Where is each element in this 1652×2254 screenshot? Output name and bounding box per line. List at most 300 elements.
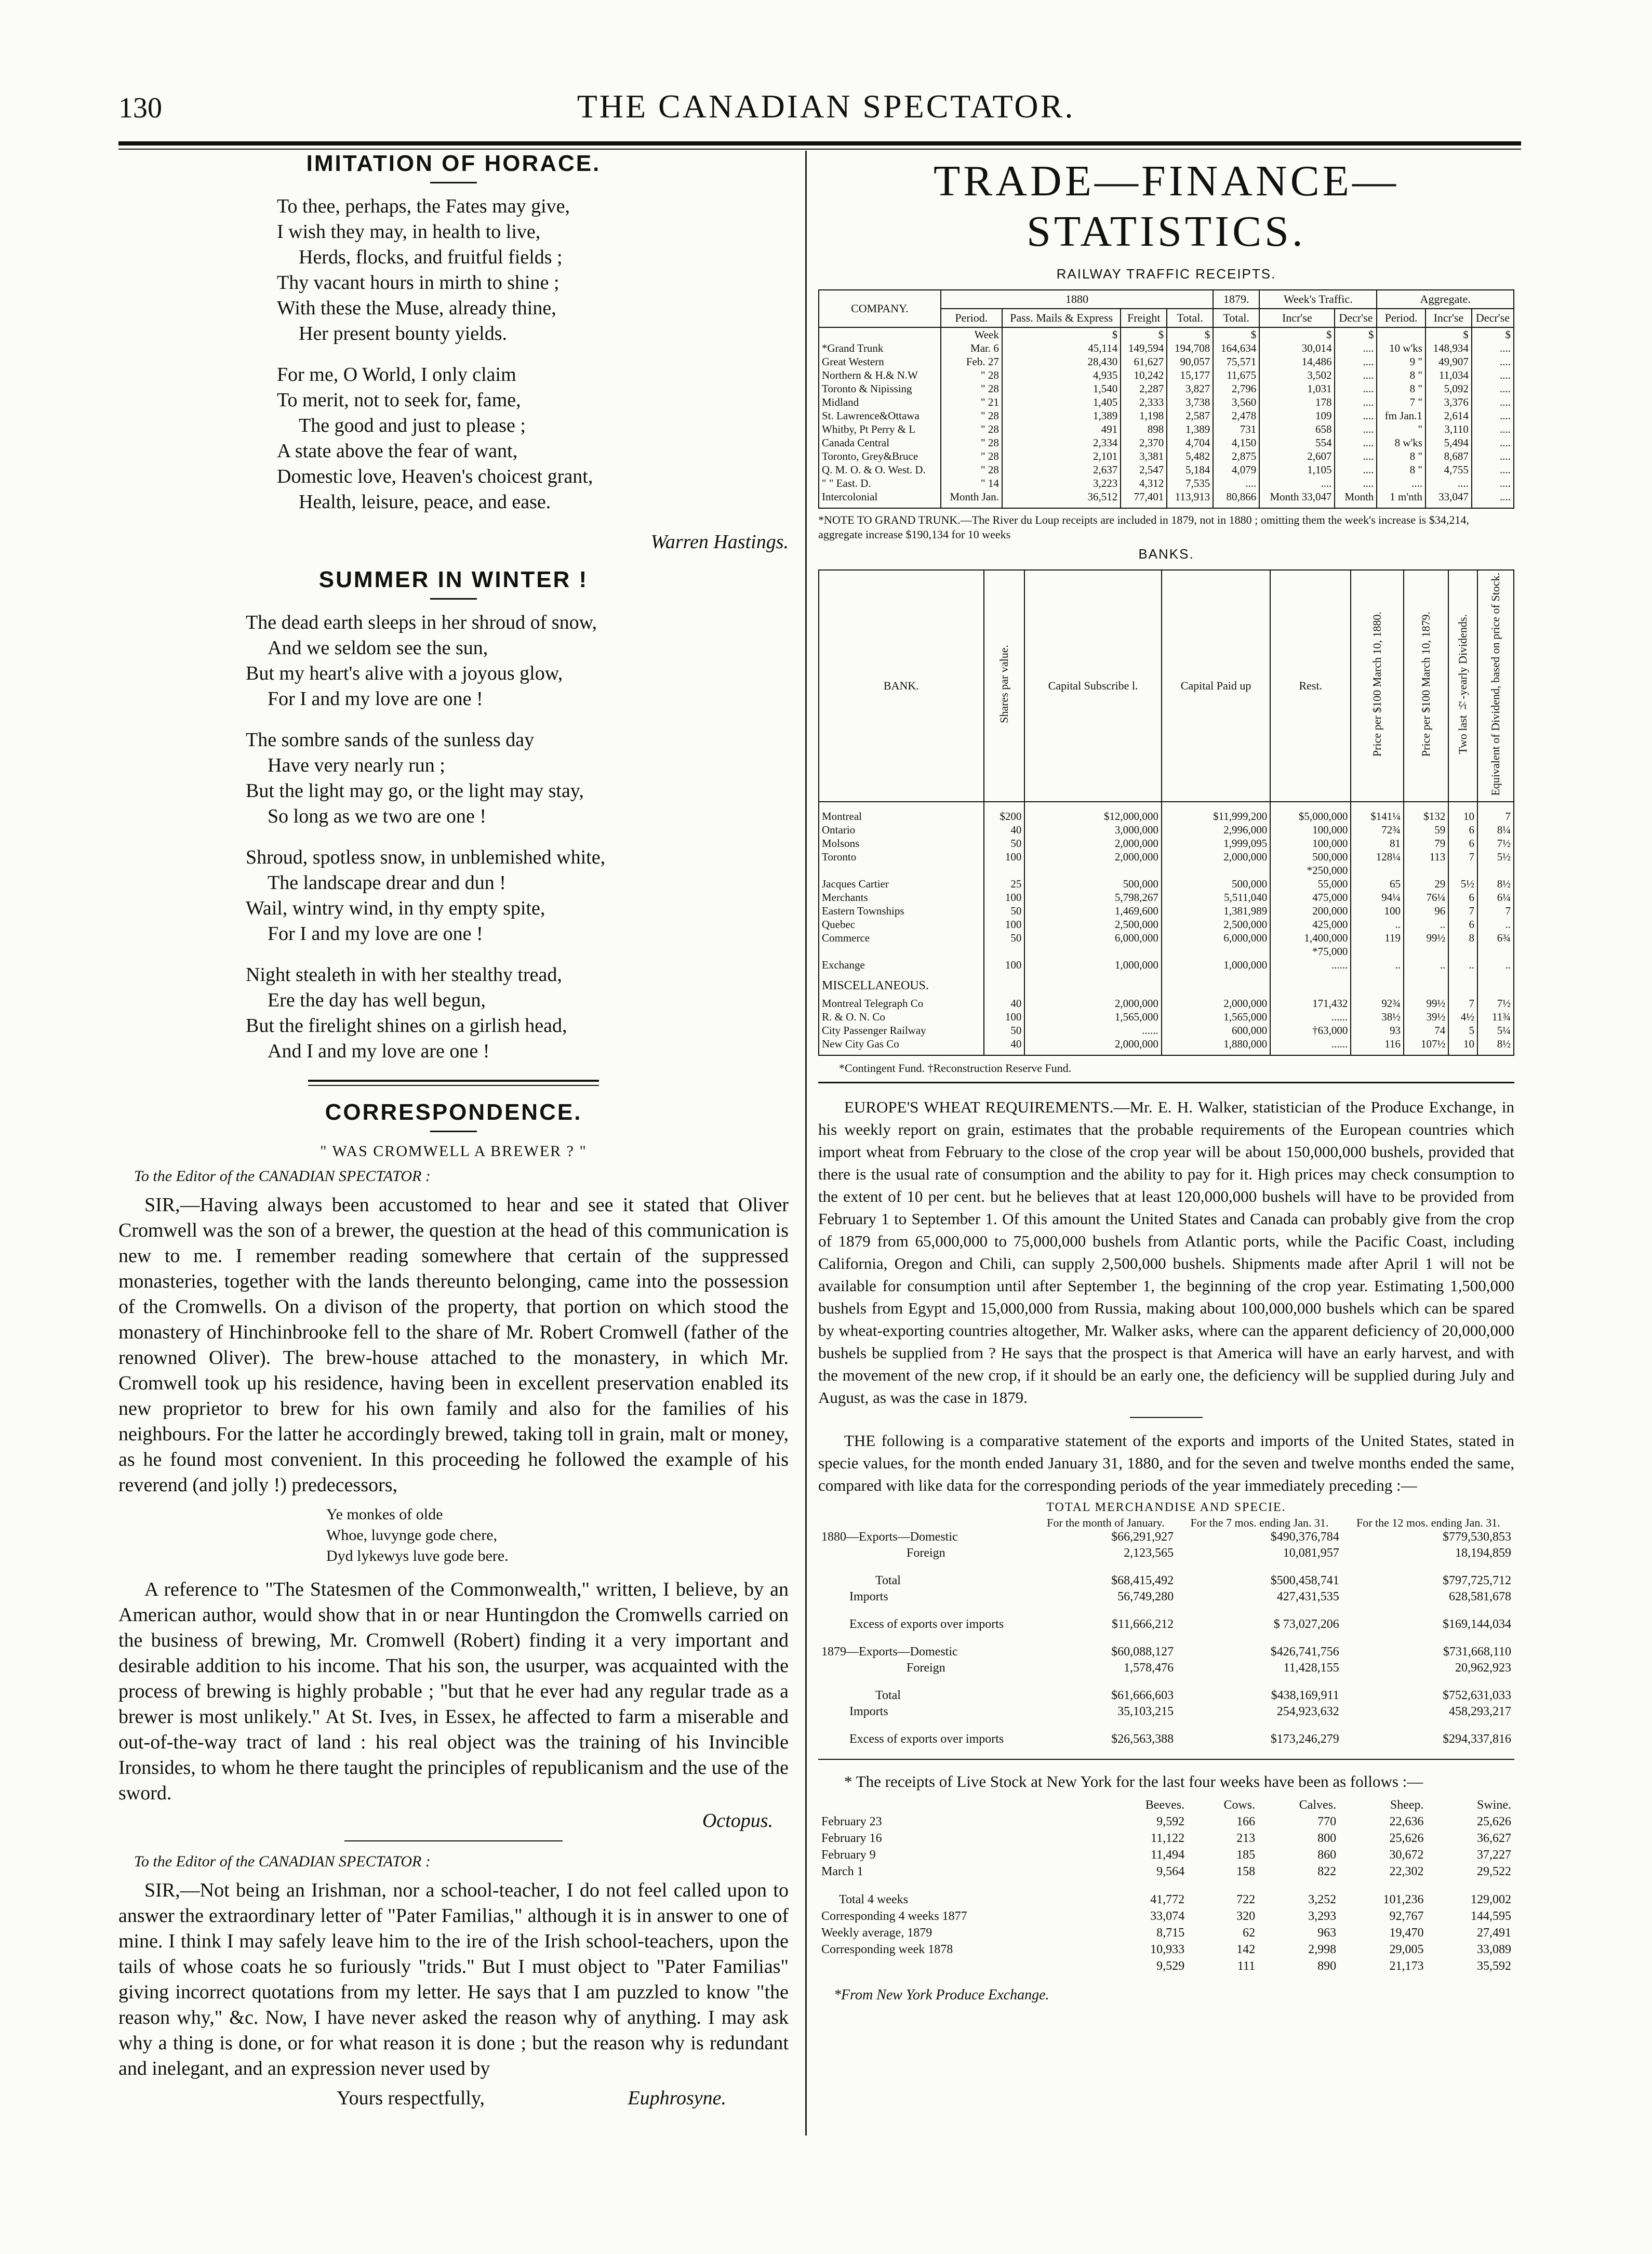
title-rule xyxy=(430,598,477,600)
bank-cell: 5,511,040 xyxy=(1162,891,1270,904)
letter1-signature: Octopus. xyxy=(702,1810,773,1832)
railway-cell: 2,637 xyxy=(1002,463,1121,476)
railway-cell: .... xyxy=(1335,463,1377,476)
exports-cell: $ 73,027,206 xyxy=(1273,1617,1339,1631)
railway-cell: fm Jan.1 xyxy=(1377,409,1425,422)
livestock-cell: 30,672 xyxy=(1389,1848,1424,1862)
bank-header-label: Two last ½-yearly Dividends. xyxy=(1456,614,1470,754)
bank-cell xyxy=(1024,945,1162,958)
bank-cell: 72¾ xyxy=(1351,823,1404,837)
bank-cell: 6 xyxy=(1448,823,1477,837)
poem-line: Wail, wintry wind, in thy empty spite, xyxy=(246,897,545,919)
misc-cell: ...... xyxy=(1270,1037,1351,1055)
exports-cell: $500,458,741 xyxy=(1270,1573,1339,1587)
bank-cell xyxy=(1477,864,1514,877)
misc-cell: 4½ xyxy=(1448,1010,1477,1024)
railway-cell: Month Jan. xyxy=(941,490,1002,508)
bank-row xyxy=(819,837,1514,850)
exports-col-header: For the 12 mos. ending Jan. 31. xyxy=(1356,1516,1500,1529)
bank-cell xyxy=(1351,945,1404,958)
bank-cell: *250,000 xyxy=(1270,864,1351,877)
railway-row xyxy=(819,409,1514,422)
bank-cell: .. xyxy=(1404,918,1448,931)
bank-cell: 81 xyxy=(1351,837,1404,850)
livestock-cell: 41,772 xyxy=(1150,1892,1185,1906)
bank-cell xyxy=(1024,864,1162,877)
exports-cell: $169,144,034 xyxy=(1443,1617,1511,1631)
railway-cell: 1,389 xyxy=(1167,422,1213,436)
railway-cell: 3,738 xyxy=(1167,395,1213,409)
railway-cell: Northern & H.& N.W xyxy=(819,368,941,382)
railway-cell: Toronto & Nipissing xyxy=(819,382,941,395)
bank-cell: 6¼ xyxy=(1477,891,1514,904)
bank-cell: Molsons xyxy=(819,837,984,850)
poem2-body xyxy=(246,610,789,1064)
livestock-cell xyxy=(818,1958,1103,1974)
bank-cell: 5½ xyxy=(1477,850,1514,864)
bank-cell: 6 xyxy=(1448,837,1477,850)
railway-cell: 14,486 xyxy=(1259,355,1335,368)
livestock-row xyxy=(818,1925,1514,1941)
bank-cell: Commerce xyxy=(819,931,984,945)
page-number: 130 xyxy=(118,92,162,124)
misc-cell: Montreal Telegraph Co xyxy=(819,997,984,1010)
misc-cell: New City Gas Co xyxy=(819,1037,984,1055)
stanza xyxy=(246,727,789,829)
railway-cell: 7,535 xyxy=(1167,476,1213,490)
bank-cell: *75,000 xyxy=(1270,945,1351,958)
exports-cell: Total xyxy=(875,1688,901,1702)
livestock-cell: 111 xyxy=(1237,1959,1256,1973)
railway-cell: .... xyxy=(1425,476,1472,490)
exports-cell: Imports xyxy=(849,1589,888,1603)
railway-cell: " 28 xyxy=(941,368,1002,382)
stanza xyxy=(277,194,789,347)
poem2-title: SUMMER IN WINTER ! xyxy=(318,567,589,592)
railway-cell: .... xyxy=(1472,449,1514,463)
exports-cell: $779,530,853 xyxy=(1443,1530,1511,1544)
bank-cell: 94¼ xyxy=(1351,891,1404,904)
bank-cell xyxy=(819,864,984,877)
bank-cell: .. xyxy=(1404,958,1448,972)
livestock-row xyxy=(818,1880,1514,1908)
railway-cell: 8 " xyxy=(1377,449,1425,463)
poem-line: A state above the fear of want, xyxy=(277,440,518,462)
livestock-cell: 860 xyxy=(1317,1848,1337,1862)
livestock-cell: Total 4 weeks xyxy=(839,1892,908,1906)
railway-cell: Month xyxy=(1335,490,1377,508)
bank-cell: $5,000,000 xyxy=(1270,810,1351,823)
verse-line: Ye monkes of olde xyxy=(326,1506,443,1523)
poem-line: Health, leisure, peace, and ease. xyxy=(299,491,551,513)
bank-cell xyxy=(1162,864,1270,877)
railway-cell: 2,370 xyxy=(1121,436,1167,449)
bank-cell: Toronto xyxy=(819,850,984,864)
bank-cell: 1,000,000 xyxy=(1024,958,1162,972)
bank-cell: 1,000,000 xyxy=(1162,958,1270,972)
railway-row xyxy=(819,449,1514,463)
bank-cell xyxy=(1404,945,1448,958)
exports-cell: Total xyxy=(875,1573,901,1587)
exports-intro-text: following is a comparative statement of the exports and imports of the United States, stated in specie values, for the month ended January 31, 1880, and for the seven and twelve months ended the same, compared with like data for the corresponding periods of the year immediately preceding :— xyxy=(818,1431,1515,1494)
bank-cell: 2,500,000 xyxy=(1162,918,1270,931)
bank-row xyxy=(819,904,1514,918)
livestock-cell: 25,626 xyxy=(1477,1814,1511,1828)
misc-cell: 11¾ xyxy=(1477,1010,1514,1024)
livestock-cell: 29,522 xyxy=(1477,1864,1511,1878)
livestock-cell: Weekly average, 1879 xyxy=(821,1926,932,1940)
railway-cell: .... xyxy=(1472,395,1514,409)
railway-cell: 1,540 xyxy=(1002,382,1121,395)
wheat-paragraph xyxy=(818,1096,1514,1409)
bank-cell: 10 xyxy=(1448,810,1477,823)
railway-cell: .... xyxy=(1335,395,1377,409)
misc-cell: 5¼ xyxy=(1477,1024,1514,1037)
railway-cell: .... xyxy=(1259,476,1335,490)
railway-unit: $ xyxy=(1167,327,1213,341)
railway-row xyxy=(819,341,1514,355)
railway-cell: 2,547 xyxy=(1121,463,1167,476)
poem-line: The dead earth sleeps in her shroud of snow, xyxy=(246,612,597,633)
misc-cell: 1,880,000 xyxy=(1162,1037,1270,1055)
bank-cell: .. xyxy=(1477,958,1514,972)
poem-line: With these the Muse, already thine, xyxy=(277,297,556,319)
railway-cell: 77,401 xyxy=(1121,490,1167,508)
livestock-cell: 33,074 xyxy=(1150,1909,1185,1923)
exports-cell: 254,923,632 xyxy=(1276,1704,1339,1718)
railway-row xyxy=(819,395,1514,409)
railway-cell: 1,198 xyxy=(1121,409,1167,422)
livestock-cell: 62 xyxy=(1243,1926,1256,1940)
misc-cell: 107½ xyxy=(1404,1037,1448,1055)
letter2-to-editor: To the Editor of the CANADIAN SPECTATOR : xyxy=(134,1853,431,1870)
bank-cell: 2,996,000 xyxy=(1162,823,1270,837)
railway-cell: 4,755 xyxy=(1425,463,1472,476)
railway-cell: .... xyxy=(1472,422,1514,436)
exports-row xyxy=(818,1589,1514,1605)
poem-line: For I and my love are one ! xyxy=(268,688,483,710)
bank-cell: 40 xyxy=(984,823,1025,837)
livestock-cell: 29,005 xyxy=(1389,1942,1424,1956)
railway-cell: " 28 xyxy=(941,463,1002,476)
livestock-cell: 213 xyxy=(1236,1831,1256,1845)
railway-cell: 3,376 xyxy=(1425,395,1472,409)
exports-cell: $426,741,756 xyxy=(1270,1645,1339,1659)
exports-cell: $66,291,927 xyxy=(1111,1530,1174,1544)
railway-cell: 3,381 xyxy=(1121,449,1167,463)
bank-row xyxy=(819,918,1514,931)
exports-intro-lead: THE xyxy=(844,1431,876,1450)
header-rule-thin xyxy=(118,149,1521,150)
bank-cell: 200,000 xyxy=(1270,904,1351,918)
livestock-cell: 36,627 xyxy=(1477,1831,1511,1845)
railway-header: Period. xyxy=(941,309,1002,327)
railway-cell: 7 " xyxy=(1377,395,1425,409)
livestock-cell: 963 xyxy=(1317,1926,1337,1940)
railway-cell: 75,571 xyxy=(1213,355,1259,368)
bank-cell: .. xyxy=(1477,918,1514,931)
bank-row xyxy=(819,810,1514,823)
bank-cell: 76¼ xyxy=(1404,891,1448,904)
misc-row xyxy=(819,997,1514,1010)
railway-cell: Month 33,047 xyxy=(1259,490,1335,508)
railway-cell: " 28 xyxy=(941,409,1002,422)
masthead: THE CANADIAN SPECTATOR. xyxy=(577,88,1075,125)
poem1-title: IMITATION OF HORACE. xyxy=(306,151,601,176)
banks-rule xyxy=(818,1082,1514,1083)
railway-cell: 5,184 xyxy=(1167,463,1213,476)
bank-cell: 7 xyxy=(1448,904,1477,918)
livestock-cell: Corresponding week 1878 xyxy=(821,1942,953,1956)
misc-cell: 38½ xyxy=(1351,1010,1404,1024)
railway-cell: 28,430 xyxy=(1002,355,1121,368)
bank-cell xyxy=(1477,945,1514,958)
exports-cell: $26,563,388 xyxy=(1111,1732,1174,1746)
railway-cell: .... xyxy=(1472,490,1514,508)
railway-cell: 3,827 xyxy=(1167,382,1213,395)
bank-cell: 59 xyxy=(1404,823,1448,837)
misc-cell: 2,000,000 xyxy=(1024,1037,1162,1055)
bank-cell: 1,999,095 xyxy=(1162,837,1270,850)
misc-cell: 7½ xyxy=(1477,997,1514,1010)
exports-cell: 1879—Exports—Domestic xyxy=(821,1645,958,1659)
railway-cell: 5,092 xyxy=(1425,382,1472,395)
railway-cell: Whitby, Pt Perry & L xyxy=(819,422,941,436)
misc-row xyxy=(819,1037,1514,1055)
livestock-row xyxy=(818,1830,1514,1847)
railway-cell: " xyxy=(1377,422,1425,436)
bank-header xyxy=(1024,570,1162,802)
letter2-closing: Yours respectfully, xyxy=(337,2087,485,2109)
railway-cell: 8,687 xyxy=(1425,449,1472,463)
exports-cell: $61,666,603 xyxy=(1111,1688,1174,1702)
wheat-lead: EUROPE'S WHEAT REQUIREMENTS. xyxy=(844,1097,1114,1116)
bank-cell: 7 xyxy=(1448,850,1477,864)
exports-row xyxy=(818,1633,1514,1660)
railway-cell: St. Lawrence&Ottawa xyxy=(819,409,941,422)
railway-group-1879: 1879. xyxy=(1213,290,1259,309)
exports-intro xyxy=(818,1429,1514,1496)
letter1-to-editor: To the Editor of the CANADIAN SPECTATOR : xyxy=(134,1168,431,1185)
livestock-header: Cows. xyxy=(1223,1798,1256,1812)
railway-group-aggregate: Aggregate. xyxy=(1377,290,1514,309)
exports-row xyxy=(818,1605,1514,1633)
railway-cell: 2,614 xyxy=(1425,409,1472,422)
railway-cell: .... xyxy=(1472,476,1514,490)
exports-cell: $490,376,784 xyxy=(1270,1530,1339,1544)
railway-cell: 45,114 xyxy=(1002,341,1121,355)
railway-title: RAILWAY TRAFFIC RECEIPTS. xyxy=(1056,266,1276,282)
railway-cell: Q. M. O. & O. West. D. xyxy=(819,463,941,476)
railway-unit: $ xyxy=(1002,327,1121,341)
poem-line: I wish they may, in health to live, xyxy=(277,221,541,243)
railway-unit: $ xyxy=(1259,327,1335,341)
livestock-header: Swine. xyxy=(1477,1798,1511,1812)
railway-cell: 2,333 xyxy=(1121,395,1167,409)
railway-header: Decr'se xyxy=(1472,309,1514,327)
stanza xyxy=(246,610,789,712)
railway-cell: *Grand Trunk xyxy=(819,341,941,355)
railway-cell: 194,708 xyxy=(1167,341,1213,355)
railway-row xyxy=(819,476,1514,490)
misc-cell: 2,000,000 xyxy=(1162,997,1270,1010)
railway-cell: " 28 xyxy=(941,382,1002,395)
livestock-header: Sheep. xyxy=(1390,1798,1424,1812)
misc-cell: †63,000 xyxy=(1270,1024,1351,1037)
railway-cell: .... xyxy=(1472,368,1514,382)
railway-cell: 36,512 xyxy=(1002,490,1121,508)
misc-cell: 93 xyxy=(1351,1024,1404,1037)
bank-cell: 500,000 xyxy=(1162,877,1270,891)
railway-cell: .... xyxy=(1472,409,1514,422)
railway-cell: 4,079 xyxy=(1213,463,1259,476)
bank-cell: .. xyxy=(1351,918,1404,931)
railway-cell: 5,482 xyxy=(1167,449,1213,463)
bank-cell: 29 xyxy=(1404,877,1448,891)
livestock-cell: February 9 xyxy=(821,1848,876,1862)
railway-cell: 11,675 xyxy=(1213,368,1259,382)
wheat-rule xyxy=(1130,1417,1203,1418)
misc-cell: 5 xyxy=(1448,1024,1477,1037)
railway-unit xyxy=(1377,327,1425,341)
left-column xyxy=(118,151,789,2110)
livestock-row xyxy=(818,1863,1514,1880)
railway-header: Freight xyxy=(1121,309,1167,327)
exports-cell: 11,428,155 xyxy=(1283,1661,1339,1675)
railway-header: Total. xyxy=(1167,309,1213,327)
railway-cell: 3,223 xyxy=(1002,476,1121,490)
poem-line: The sombre sands of the sunless day xyxy=(246,729,535,751)
railway-cell: 8 " xyxy=(1377,368,1425,382)
railway-cell: 3,560 xyxy=(1213,395,1259,409)
bank-cell: 50 xyxy=(984,904,1025,918)
railway-cell: 4,935 xyxy=(1002,368,1121,382)
railway-cell: " " East. D. xyxy=(819,476,941,490)
railway-cell: .... xyxy=(1472,341,1514,355)
railway-cell: 178 xyxy=(1259,395,1335,409)
section-rule xyxy=(308,1080,599,1086)
railway-cell: 2,334 xyxy=(1002,436,1121,449)
exports-col-header: For the month of January. xyxy=(1047,1516,1165,1529)
railway-cell: 148,934 xyxy=(1425,341,1472,355)
railway-cell: 2,875 xyxy=(1213,449,1259,463)
railway-unit: $ xyxy=(1472,327,1514,341)
poem-line: Thy vacant hours in mirth to shine ; xyxy=(277,272,559,294)
livestock-cell: 320 xyxy=(1236,1909,1256,1923)
livestock-cell: 22,636 xyxy=(1389,1814,1424,1828)
livestock-cell: 142 xyxy=(1236,1942,1256,1956)
bank-cell: 1,469,600 xyxy=(1024,904,1162,918)
railway-cell: .... xyxy=(1335,368,1377,382)
bank-cell: 2,500,000 xyxy=(1024,918,1162,931)
exports-cell: 2,123,565 xyxy=(1124,1546,1174,1560)
poem-line: The good and just to please ; xyxy=(299,415,526,436)
bank-row xyxy=(819,850,1514,864)
railway-cell: 4,312 xyxy=(1121,476,1167,490)
stanza xyxy=(246,845,789,947)
bank-cell: 8 xyxy=(1448,931,1477,945)
misc-cell: 99½ xyxy=(1404,997,1448,1010)
livestock-row xyxy=(818,1941,1514,1958)
railway-cell: 2,478 xyxy=(1213,409,1259,422)
letter1-para1: SIR,—Having always been accustomed to hear and see it stated that Oliver Cromwell was the son of a brewer, the question at the head of this communication is new to me. I remember reading somewhere that certain of the suppressed monasteries, together with the lands thereunto belonging, came into the possession of the Cromwells. On a divison of the property, that portion on which stood the monastery of Hinchinbrooke fell to the share of Mr. Robert Cromwell (father of the renowned Oliver). The brew-house attached to the monastery, in which Mr. Cromwell took up his residence, having been in excellent preservation enabled its new proprietor to brew for his own family and also for the families of his neighbours. For the latter he accordingly brewed, taking toll in grain, malt or money, as he found most convenient. In this proceeding he followed the example of his reverend (and jolly !) predecessors, xyxy=(118,1194,789,1496)
bank-cell: 79 xyxy=(1404,837,1448,850)
railway-cell: .... xyxy=(1472,436,1514,449)
bank-cell: 25 xyxy=(984,877,1025,891)
correspondence-title: CORRESPONDENCE. xyxy=(325,1099,582,1125)
right-column xyxy=(818,151,1514,2004)
bank-cell: $200 xyxy=(984,810,1025,823)
railway-unit: Week xyxy=(941,327,1002,341)
livestock-cell: 800 xyxy=(1317,1831,1337,1845)
bank-cell: 2,000,000 xyxy=(1162,850,1270,864)
railway-cell: 80,866 xyxy=(1213,490,1259,508)
exports-row xyxy=(818,1676,1514,1704)
letter2-closing-line xyxy=(337,2087,726,2110)
livestock-cell: 19,470 xyxy=(1389,1926,1424,1940)
bank-header-label: BANK. xyxy=(883,679,919,692)
railway-cell: 2,287 xyxy=(1121,382,1167,395)
bank-cell: Eastern Townships xyxy=(819,904,984,918)
railway-unit: $ xyxy=(1335,327,1377,341)
verse-line: Dyd lykewys luve gode bere. xyxy=(326,1547,509,1564)
exports-cell: $294,337,816 xyxy=(1443,1732,1511,1746)
livestock-cell: 35,592 xyxy=(1477,1959,1511,1973)
exports-table xyxy=(818,1517,1514,1747)
railway-cell: Midland xyxy=(819,395,941,409)
bank-cell: 475,000 xyxy=(1270,891,1351,904)
livestock-row xyxy=(818,1958,1514,1974)
railway-header: Total. xyxy=(1213,309,1259,327)
bank-cell: 2,000,000 xyxy=(1024,850,1162,864)
railway-cell: 554 xyxy=(1259,436,1335,449)
bank-cell: 6 xyxy=(1448,918,1477,931)
bank-cell: 55,000 xyxy=(1270,877,1351,891)
railway-cell: .... xyxy=(1377,476,1425,490)
railway-cell: 1,031 xyxy=(1259,382,1335,395)
exports-cell: 427,431,535 xyxy=(1276,1589,1339,1603)
livestock-cell: 27,491 xyxy=(1477,1926,1511,1940)
bank-cell: 2,000,000 xyxy=(1024,837,1162,850)
bank-header-label: Capital Paid up xyxy=(1180,679,1251,692)
bank-row xyxy=(819,958,1514,972)
poem-line: The landscape drear and dun ! xyxy=(268,872,506,894)
exports-row xyxy=(818,1561,1514,1589)
bank-cell: .. xyxy=(1351,958,1404,972)
railway-cell: 1,105 xyxy=(1259,463,1335,476)
railway-unit: $ xyxy=(1213,327,1259,341)
poem1-body xyxy=(277,194,789,515)
exports-cell: 20,962,923 xyxy=(1455,1661,1511,1675)
railway-cell: 4,150 xyxy=(1213,436,1259,449)
letter1-heading: " WAS CROMWELL A BREWER ? " xyxy=(320,1143,587,1160)
railway-cell: 2,587 xyxy=(1167,409,1213,422)
misc-cell: 8½ xyxy=(1477,1037,1514,1055)
bank-row xyxy=(819,877,1514,891)
bank-cell: $132 xyxy=(1404,810,1448,823)
misc-cell: 116 xyxy=(1351,1037,1404,1055)
misc-row xyxy=(819,1010,1514,1024)
bank-cell: 1,381,989 xyxy=(1162,904,1270,918)
exports-cell: 10,081,957 xyxy=(1283,1546,1339,1560)
railway-cell: 149,594 xyxy=(1121,341,1167,355)
railway-cell: .... xyxy=(1335,476,1377,490)
bank-cell: 100,000 xyxy=(1270,823,1351,837)
railway-unit xyxy=(819,327,941,341)
bank-cell: Jacques Cartier xyxy=(819,877,984,891)
misc-cell: R. & O. N. Co xyxy=(819,1010,984,1024)
bank-cell: 3,000,000 xyxy=(1024,823,1162,837)
